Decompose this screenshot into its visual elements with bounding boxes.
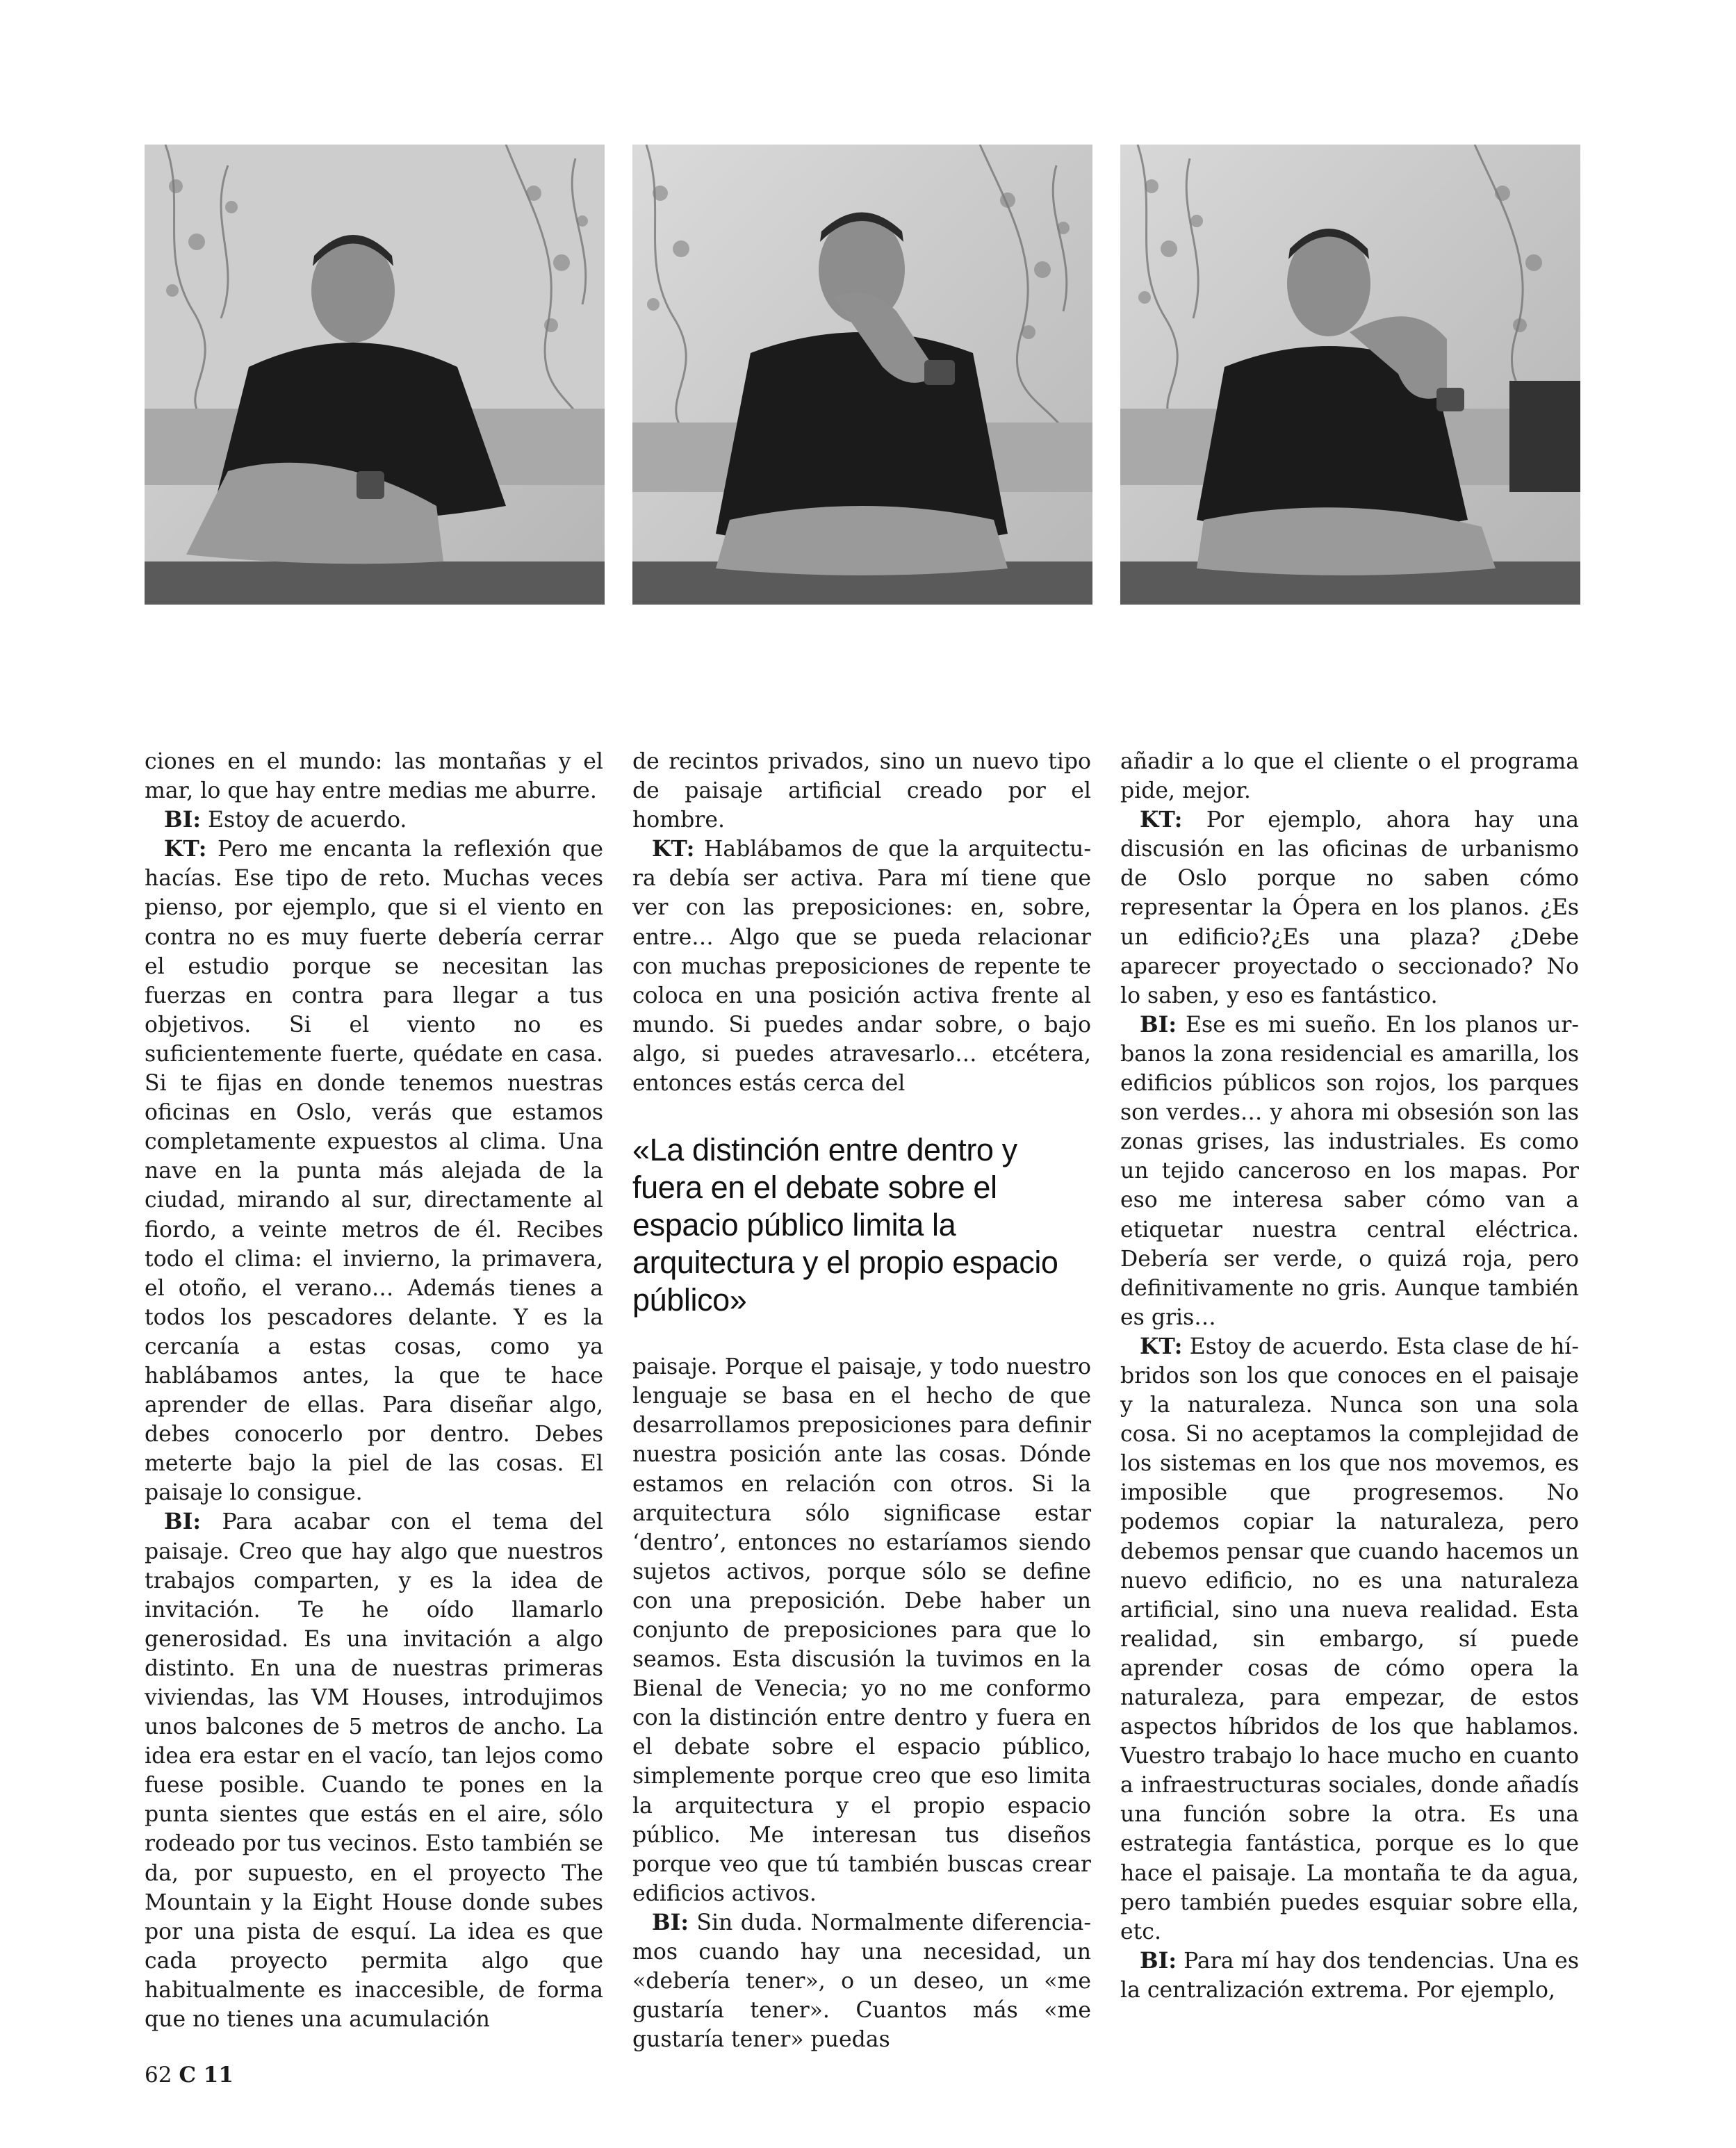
paragraph [1120, 1010, 1579, 1332]
speaker-label: KT: [164, 836, 207, 862]
paragraph [632, 747, 1091, 835]
paragraph-text: ciones en el mundo: las montañas y el mar, lo que hay entre medias me aburre. [145, 749, 603, 804]
text-column-2 [632, 747, 1091, 2054]
text-column-1 [145, 747, 603, 2034]
speaker-label: BI: [1140, 1947, 1177, 1974]
paragraph [632, 1908, 1091, 2054]
speaker-label: KT: [652, 836, 695, 862]
speaker-label: BI: [164, 1509, 201, 1535]
paragraph [632, 1352, 1091, 1908]
speaker-label: KT: [1140, 807, 1183, 833]
paragraph-text: Hablábamos de que la arquitectura debía ser activa. Para mí tiene que ver con las preposiciones: en, sobre, entre… Algo que se pueda relacionar con muchas preposiciones de repente te coloca en una posición activa frente al mundo. Si puedes andar sobre, o bajo algo, si puedes atravesarlo… etcétera, entonces estás cerca del [632, 837, 1091, 1097]
paragraph-text: Para mí hay dos tendencias. Una es la centralización extrema. Por ejemplo, [1120, 1948, 1579, 2003]
paragraph-text: Estoy de acuerdo. Esta clase de híbridos son los que conoces en el paisaje y la naturaleza. Nunca son una sola cosa. Si no aceptamos la complejidad de los sistemas en los que nos movemos, es imposible que progresemos. No podemos copiar la naturaleza, pero debemos pensar que cuando hacemos un nuevo edificio, no es una naturaleza artificial, sino una nueva realidad. Esta realidad, sin embargo, sí puede aprender cosas de cómo opera la naturaleza, para empezar, de estos aspectos híbridos de los que hablamos. Vuestro trabajo lo hace mucho en cuanto a infraestructuras sociales, donde añadís una función sobre la otra. Es una estrategia fantástica, porque es lo que hace el paisaje. La montaña te da agua, pero también puedes esquiar sobre ella, etc. [1120, 1334, 1579, 1944]
speaker-label: BI: [1140, 1011, 1177, 1038]
pull-quote: «La distinción entre dentro y fuera en el debate sobre el espacio público limita la arquitectura y el propio espacio público» [632, 1132, 1058, 1318]
paragraph-text: añadir a lo que el cliente o el programa pide, mejor. [1120, 749, 1579, 804]
photo-portrait-1 [145, 145, 605, 605]
portrait-image-1 [145, 145, 605, 605]
page-number: 62 [145, 2063, 172, 2088]
paragraph [145, 747, 603, 805]
paragraph-text: Sin duda. Normalmente diferenciamos cuando hay una necesidad, un «debería tener», o un deseo, un «me gustaría tener». Cuantos más «me gustaría tener» puedas [632, 1910, 1091, 2053]
photo-portrait-3 [1120, 145, 1580, 605]
speaker-label: KT: [1140, 1333, 1183, 1359]
paragraph-text: Por ejemplo, ahora hay una discusión en las oficinas de urbanismo de Oslo porque no saben cómo representar la Ópera en los planos. ¿Es un edificio?¿Es una plaza? ¿Debe aparecer proyectado o seccionado? No lo saben, y eso es fantástico. [1120, 807, 1579, 1008]
photo-portrait-2 [632, 145, 1092, 605]
paragraph [145, 805, 603, 835]
paragraph [145, 835, 603, 1507]
paragraph-text: Pero me encanta la reflexión que hacías. Ese tipo de reto. Muchas veces pienso, por ejemplo, que si el viento en contra no es muy fuerte debería cerrar el estudio porque se necesitan las fuerzas en contra para llegar a tus objetivos. Si el viento no es suficientemente fuerte, quédate en casa. Si te fijas en donde tenemos nuestras oficinas en Oslo, verás que estamos completamente expuestos al clima. Una nave en la punta más alejada de la ciudad, mirando al sur, directamente al fiordo, a veinte metros de él. Recibes todo el clima: el invierno, la primavera, el otoño, el verano… Además tienes a todos los pescadores delante. Y es la cercanía a estas cosas, como ya hablábamos antes, la que te hace aprender de ellas. Para diseñar algo, debes conocerlo por dentro. Debes meterte bajo la piel de las cosas. El paisaje lo consigue. [145, 837, 603, 1506]
portrait-image-3 [1120, 145, 1580, 605]
paragraph [1120, 747, 1579, 805]
paragraph-text: Estoy de acuerdo. [201, 807, 407, 833]
paragraph [1120, 1946, 1579, 2005]
page-footer [145, 2061, 234, 2089]
paragraph [1120, 805, 1579, 1010]
text-column-3 [1120, 747, 1579, 2005]
paragraph-text: Para acabar con el tema del paisaje. Creo que hay algo que nuestros trabajos comparten, y es la idea de invitación. Te he oído llamarlo generosidad. Es una invitación a algo distinto. En una de nuestras primeras viviendas, las VM Houses, introdujimos unos balcones de 5 metros de ancho. La idea era estar en el vacío, tan lejos como fuese posible. Cuando te pones en la punta sientes que estás en el aire, sólo rodeado por tus vecinos. Esto también se da, por supuesto, en el proyecto The Mountain y la Eight House donde subes por una pista de esquí. La idea es que cada proyecto permita algo que habitualmente es inaccesible, de forma que no tienes una acumulación [145, 1509, 603, 2033]
speaker-label: BI: [164, 807, 201, 833]
paragraph [1120, 1332, 1579, 1946]
paragraph-text: de recintos privados, sino un nuevo tipo de paisaje artificial creado por el hombre. [632, 749, 1091, 833]
speaker-label: BI: [652, 1909, 689, 1935]
magazine-name: C 11 [179, 2063, 234, 2088]
portrait-image-2 [632, 145, 1092, 605]
paragraph [145, 1507, 603, 2034]
paragraph-text: paisaje. Porque el paisaje, y todo nuestro lenguaje se basa en el hecho de que desarrollamos preposiciones para definir nuestra posición ante las cosas. Dónde estamos en relación con otros. Si la arquitectura sólo significase estar ‘dentro’, entonces no estaríamos siendo sujetos activos, porque sólo se define con una preposición. Debe haber un conjunto de preposiciones para que lo seamos. Esta discusión la tuvimos en la Bienal de Venecia; yo no me conformo con la distinción entre dentro y fuera en el debate sobre el espacio público, simplemente porque creo que eso limita la arquitectura y el propio espacio público. Me interesan tus diseños porque veo que tú también buscas crear edificios activos. [632, 1354, 1091, 1906]
paragraph-text: Ese es mi sueño. En los planos urbanos la zona residencial es amarilla, los edificios públicos son rojos, los parques son verdes… y ahora mi obsesión son las zonas grises, las industriales. Es como un tejido canceroso en los mapas. Por eso me interesa saber cómo van a etiquetar nuestra central eléctrica. Debería ser verde, o quizá roja, pero definitivamente no gris. Aunque también es gris… [1120, 1012, 1579, 1330]
paragraph [632, 835, 1091, 1098]
